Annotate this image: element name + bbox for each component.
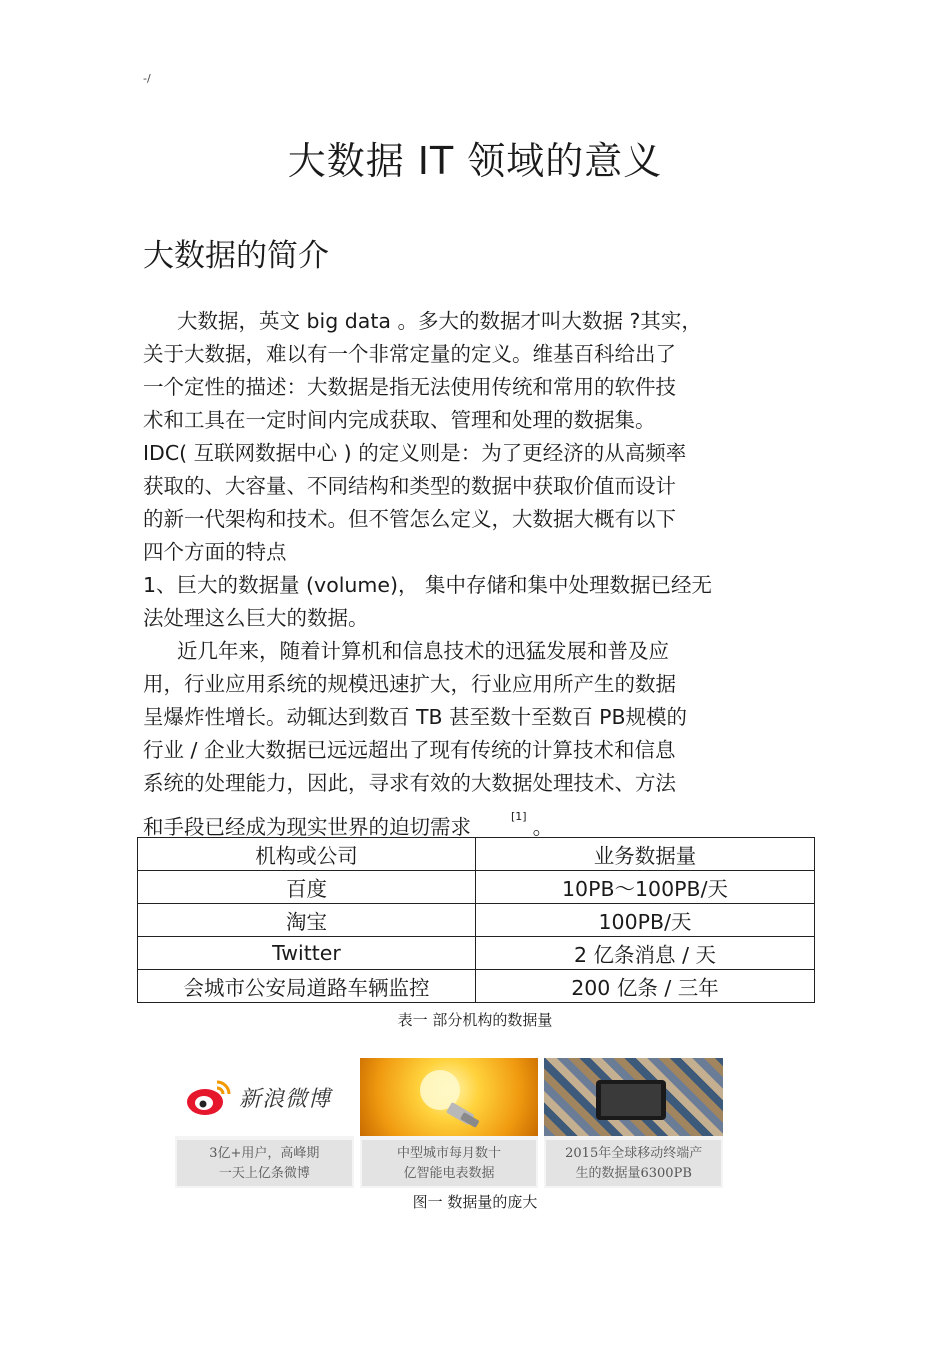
table-header-row — [138, 838, 815, 871]
paragraph-line: 近几年来，随着计算机和信息技术的迅猛发展和普及应 — [177, 639, 669, 663]
header-mark: -/ — [143, 72, 151, 85]
figure-panel-mobile — [544, 1058, 723, 1188]
body-text — [143, 305, 823, 839]
table-row — [138, 904, 815, 937]
point-line: 1、巨大的数据量 (volume)， 集中存储和集中处理数据已经无 — [143, 573, 713, 597]
panel-caption — [362, 1140, 537, 1186]
figure — [175, 1058, 723, 1188]
panel-caption-line: 一天上亿条微博 — [218, 1166, 310, 1181]
table-cell: 淘宝 — [138, 904, 476, 937]
paragraph-line: 用，行业应用系统的规模迅速扩大，行业应用所产生的数据 — [143, 672, 676, 696]
panel-caption-line: 2015年全球移动终端产 — [565, 1146, 703, 1161]
panel-caption-line: 中型城市每月数十 — [397, 1146, 502, 1161]
data-table — [137, 837, 815, 1003]
table-cell: 10PB～100PB/天 — [476, 871, 815, 904]
paragraph-line: 术和工具在一定时间内完成获取、管理和处理的数据集。 — [143, 408, 656, 432]
table-cell: 2 亿条消息 / 天 — [476, 937, 815, 970]
light-bulb-icon — [360, 1058, 535, 1136]
figure-caption: 图一 数据量的庞大 — [412, 1193, 538, 1211]
weibo-image — [175, 1058, 354, 1136]
paragraph-line: 呈爆炸性增长。动辄达到数百 TB 甚至数十至数百 PB规模的 — [143, 705, 688, 729]
table-row — [138, 970, 815, 1003]
point-line: 法处理这么巨大的数据。 — [143, 606, 369, 630]
citation-ref[interactable]: [1] — [511, 810, 527, 823]
last-line-text: 和手段已经成为现实世界的迫切需求 — [143, 815, 471, 839]
paragraph-line: 关于大数据，难以有一个非常定量的定义。维基百科给出了 — [143, 342, 676, 366]
panel-caption — [177, 1140, 352, 1186]
paragraph-line: 系统的处理能力，因此，寻求有效的大数据处理技术、方法 — [143, 771, 676, 795]
weibo-logo-text: 新浪微博 — [239, 1086, 332, 1112]
table-cell: 200 亿条 / 三年 — [476, 970, 815, 1003]
paragraph-line: 行业 / 企业大数据已远远超出了现有传统的计算技术和信息 — [143, 738, 676, 762]
table-cell: 100PB/天 — [476, 904, 815, 937]
panel-caption-line: 3亿+用户，高峰期 — [209, 1146, 320, 1161]
paragraph-line: 获取的、大容量、不同结构和类型的数据中获取价值而设计 — [143, 474, 676, 498]
table-header-cell: 业务数据量 — [476, 838, 815, 871]
table-row — [138, 937, 815, 970]
panel-caption-line: 生的数据量6300PB — [575, 1166, 692, 1181]
table-caption: 表一 部分机构的数据量 — [397, 1011, 553, 1029]
figure-panel-weibo — [175, 1058, 354, 1188]
table-header-cell: 机构或公司 — [138, 838, 476, 871]
figure-panel-meter — [360, 1058, 539, 1188]
paragraph-line: IDC( 互联网数据中心 ) 的定义则是：为了更经济的从高频率 — [143, 441, 687, 465]
table-cell: Twitter — [138, 937, 476, 970]
mobile-devices-icon — [544, 1058, 719, 1136]
paragraph-line: 一个定性的描述：大数据是指无法使用传统和常用的软件技 — [143, 375, 676, 399]
paragraph-line: 大数据，英文 big data 。多大的数据才叫大数据 ?其实， — [177, 309, 702, 333]
last-line-punct: 。 — [532, 815, 554, 839]
paragraph-last-line — [143, 800, 823, 839]
panel-caption-line: 亿智能电表数据 — [403, 1166, 495, 1181]
mobile-devices-image — [544, 1058, 723, 1136]
panel-caption — [546, 1140, 721, 1186]
bulb-image — [360, 1058, 539, 1136]
page-title: 大数据 IT 领域的意义 — [287, 139, 663, 183]
weibo-logo-icon — [185, 1076, 233, 1118]
paragraph-line: 四个方面的特点 — [143, 540, 287, 564]
paragraph-line: 的新一代架构和技术。但不管怎么定义，大数据大概有以下 — [143, 507, 676, 531]
section-title: 大数据的简介 — [143, 238, 329, 274]
table-cell: 百度 — [138, 871, 476, 904]
table-row — [138, 871, 815, 904]
table-cell: 会城市公安局道路车辆监控 — [138, 970, 476, 1003]
